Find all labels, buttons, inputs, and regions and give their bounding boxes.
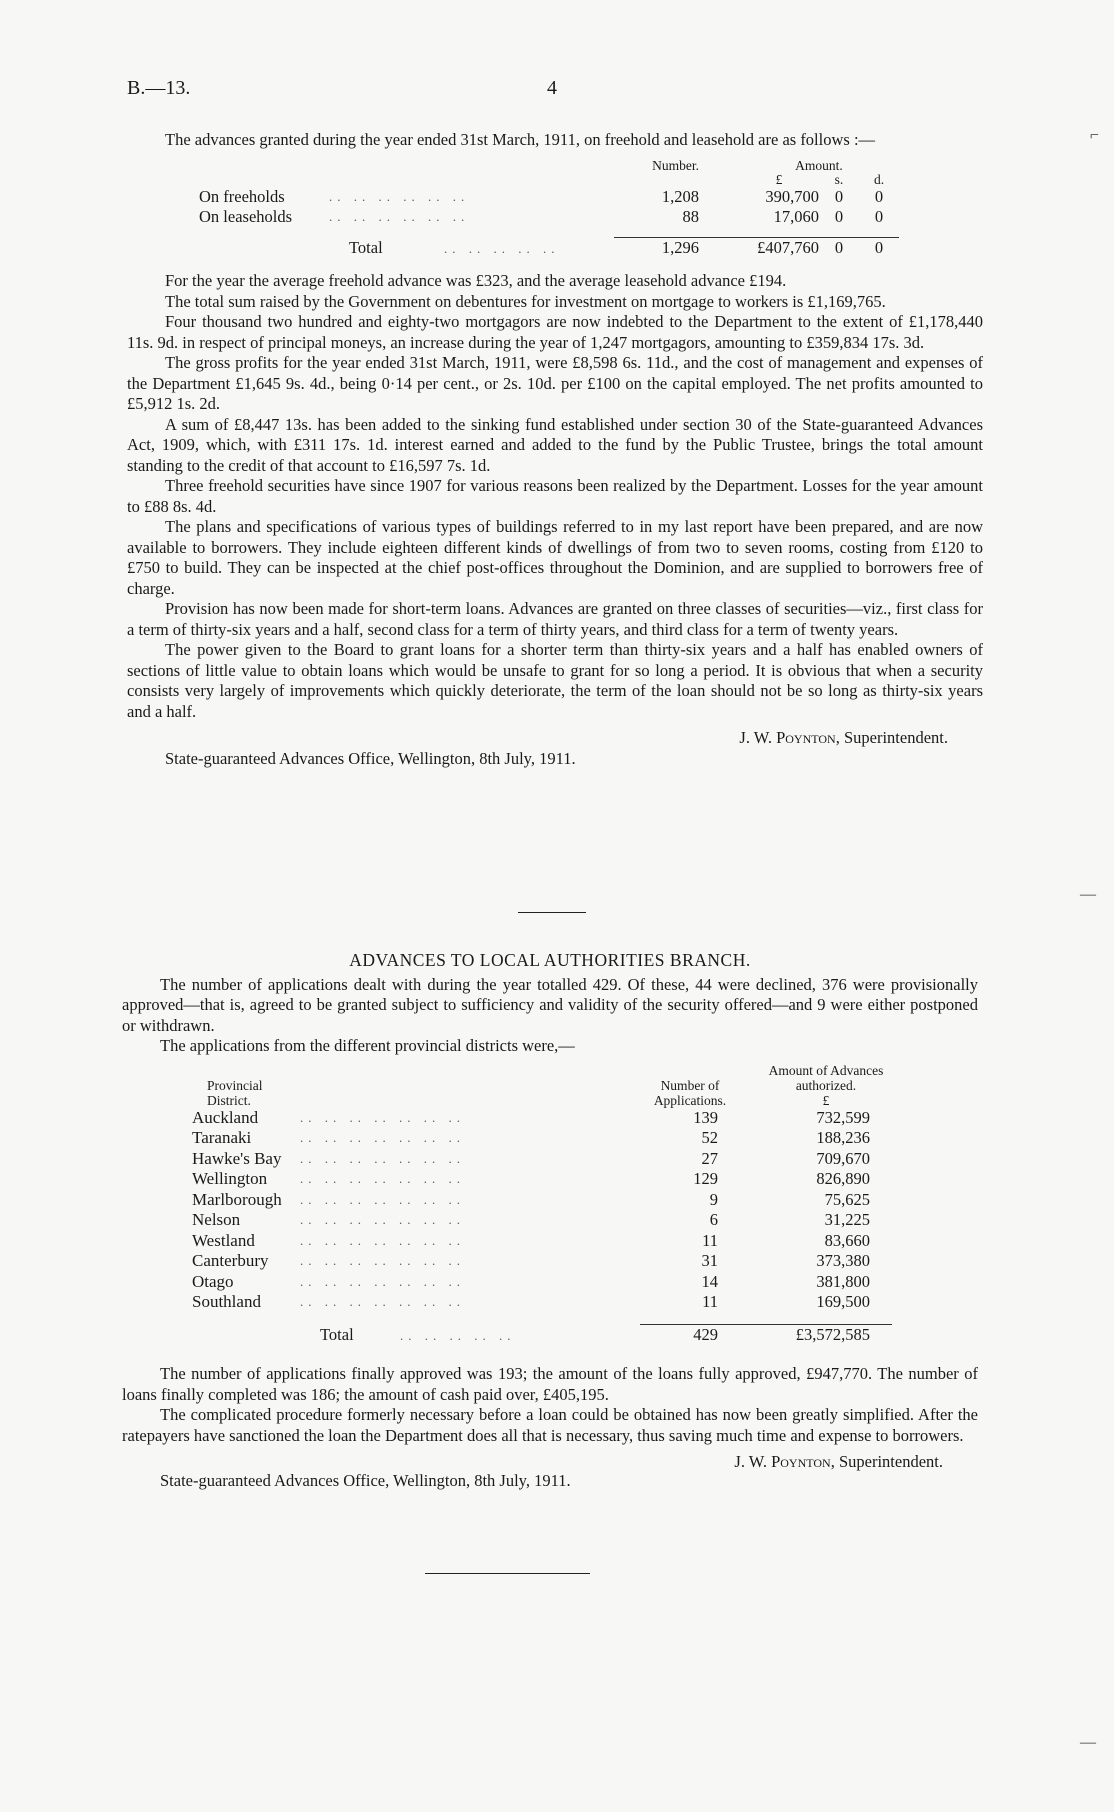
leader-dots: .. .. .. .. .. .. .. [300,1212,465,1227]
leader-dots: .. .. .. .. .. .. .. [300,1130,465,1145]
row-label: On leaseholds [199,207,293,226]
row-label: On freeholds [199,186,285,206]
end-rule [425,1573,590,1574]
table-row [192,1231,892,1252]
table-row [192,1251,892,1272]
page-number: 4 [547,77,557,99]
table-row [199,187,899,208]
signature [122,1452,978,1473]
dateline: State-guaranteed Advances Office, Wellington, 8th July, 1911. [160,1470,571,1490]
row-pounds: 17,060 [773,207,819,226]
advance-amount: 381,800 [816,1271,870,1291]
advance-amount: 188,236 [816,1128,870,1147]
section-heading: ADVANCES TO LOCAL AUTHORITIES BRANCH. [349,950,751,970]
body-paragraph: The number of applications finally approved was 193; the amount of the loans fully approved, £947,770. The number of loans finally completed was 186; the amount of cash paid over, £405,195. [122,1364,978,1404]
total-amount: £3,572,585 [740,1325,892,1347]
col-amount: Amount. [795,157,843,173]
row-pounds: 390,700 [765,186,819,206]
body-paragraph: The plans and specifications of various types of buildings referred to in my last report have been prepared, and are now available to borrowers. They include eighteen different kinds of dwellings of from two to seven rooms, costing from £120 to £750 to build. They can be inspected at the chief post-offices throughout the Dominion, and are supplied to borrowers free of charge. [127,517,983,598]
row-pence: 0 [874,186,884,206]
leader-dots: .. .. .. .. .. .. .. [300,1273,465,1289]
body-paragraph: The applications from the different provincial districts were,— [160,1036,575,1055]
body-paragraph: Four thousand two hundred and eighty-two mortgagors are now indebted to the Department to the extent of £1,178,440 11s. 9d. in respect of principal moneys, an increase during the year of 1,247 mortgagors, amounting to £359,834 17s. 3d. [127,312,983,352]
local-authorities-section [122,950,978,1491]
col-applications: Number of Applications. [653,1077,727,1108]
district-name: Hawke's Bay [192,1148,282,1168]
row-shillings: 0 [834,186,844,206]
col-pence: d. [873,171,885,187]
col-shillings: s. [834,171,844,187]
leader-dots: .. .. .. .. .. .. .. [300,1253,465,1268]
applications-count: 139 [693,1107,718,1127]
col-pounds: £ [775,171,783,187]
applications-count: 52 [701,1128,718,1147]
row-shillings: 0 [834,207,844,226]
advance-amount: 373,380 [816,1251,870,1270]
margin-mark: — [1080,886,1096,903]
district-name: Westland [192,1230,255,1250]
table-row [192,1210,892,1231]
dateline: State-guaranteed Advances Office, Wellington, 8th July, 1911. [165,748,576,768]
advance-amount: 83,660 [824,1230,870,1250]
table-row [192,1108,892,1129]
guaranteed-advances-section [127,130,983,769]
leader-dots: .. .. .. .. .. .. .. [300,1150,465,1166]
col-number: Number. [652,157,699,173]
applications-count: 129 [693,1169,718,1188]
total-pounds: £407,760 [699,238,819,260]
signature-name: J. W. Poynton, [739,728,840,747]
district-name: Southland [192,1292,261,1311]
leader-dots: .. .. .. .. .. .. .. [300,1232,465,1248]
district-name: Taranaki [192,1128,252,1147]
body-paragraph: The gross profits for the year ended 31st March, 1911, were £8,598 6s. 11d., and the cost of management and expenses of the Department £1,645 9s. 4d., being 0·14 per cent., or 2s. 10d. per £100 on the capital employed. The net profits amounted to £5,912 1s. 2d. [127,353,983,413]
advance-amount: 732,599 [816,1107,870,1127]
applications-count: 11 [702,1292,718,1311]
col-amount-unit: £ [822,1092,830,1108]
applications-count: 14 [701,1271,718,1291]
body-paragraph: Provision has now been made for short-term loans. Advances are granted on three classes of securities—viz., first class for a term of thirty-six years and a half, second class for a term of thirty years, and third class for a term of twenty years. [127,599,983,639]
leader-dots: .. .. .. .. .. .. .. [300,1191,465,1207]
intro-paragraph: The advances granted during the year ended 31st March, 1911, on freehold and leasehold are as follows :— [165,130,876,149]
district-name: Auckland [192,1107,259,1127]
body-paragraph: The number of applications dealt with during the year totalled 429. Of these, 44 were declined, 376 were provisionally approved—that is, agreed to be granted subject to sufficiency and validity of the security offered—and 9 were either postponed or withdrawn. [122,974,978,1035]
body-paragraph: Three freehold securities have since 1907 for various reasons been realized by the Department. Losses for the year amount to £88 8s. 4d. [127,476,983,516]
district-name: Marlborough [192,1189,282,1209]
advance-amount: 75,625 [824,1189,870,1209]
total-number: 1,296 [614,238,699,260]
table-row [192,1190,892,1211]
applications-count: 31 [701,1251,718,1270]
table-row [192,1149,892,1170]
col-amount: Amount of Advances authorized. [768,1062,884,1093]
table-row [199,207,899,228]
table-total-row [199,238,899,260]
provincial-table-header [192,1063,892,1108]
leader-dots: .. .. .. .. .. .. .. [300,1109,465,1125]
report-reference: B.—13. [127,77,191,99]
advances-table-subheader [199,173,899,187]
district-name: Otago [192,1271,234,1291]
leader-dots: .. .. .. .. .. [400,1327,516,1343]
district-name: Wellington [192,1169,268,1188]
total-shillings: 0 [819,238,859,260]
advances-table [199,159,899,260]
applications-count: 6 [709,1210,718,1229]
table-total-row [192,1325,892,1347]
advance-amount: 709,670 [816,1148,870,1168]
row-pence: 0 [874,207,884,226]
col-district: Provincial District. [207,1077,263,1108]
applications-count: 11 [702,1230,718,1250]
provincial-table [192,1063,892,1347]
advances-table-header [199,159,899,173]
leader-dots: .. .. .. .. .. [444,240,560,256]
table-row [192,1292,892,1313]
advance-amount: 826,890 [816,1169,870,1188]
applications-count: 9 [709,1189,718,1209]
total-label: Total [320,1324,354,1344]
margin-mark: — [1080,1734,1096,1751]
advance-amount: 31,225 [824,1210,870,1229]
leader-dots: .. .. .. .. .. .. [329,188,470,204]
leader-dots: .. .. .. .. .. .. [329,209,470,224]
district-name: Canterbury [192,1251,269,1270]
leader-dots: .. .. .. .. .. .. .. [300,1171,465,1186]
table-row [192,1169,892,1190]
body-paragraph: The power given to the Board to grant loans for a shorter term than thirty-six years and a half has enabled owners of sections of little value to obtain loans which would be unsafe to grant for so long a period. It is obvious that when a security consists very largely of improvements which quickly deteriorate, the term of the loan should not be so long as thirty-six years and a half. [127,640,983,721]
total-label: Total [349,237,383,257]
section-divider [518,912,586,913]
body-paragraph: The total sum raised by the Government on debentures for investment on mortgage to workers is £1,169,765. [165,291,886,311]
table-row [192,1272,892,1293]
signature-title: Superintendent. [838,1452,943,1471]
applications-count: 27 [701,1148,718,1168]
margin-mark: ⌐ [1090,127,1100,144]
district-name: Nelson [192,1210,241,1229]
page-header [127,78,947,104]
body-paragraph: For the year the average freehold advance was £323, and the average leasehold advance £194. [165,271,787,290]
total-applications: 429 [640,1325,740,1347]
body-paragraph: A sum of £8,447 13s. has been added to the sinking fund established under section 30 of the State-guaranteed Advances Act, 1909, which, with £311 17s. 1d. interest earned and added to the fund by the Public Trustee, brings the total amount standing to the credit of that account to £16,597 7s. 1d. [127,414,983,475]
signature-title: Superintendent. [843,728,948,747]
signature-name: J. W. Poynton, [734,1452,835,1471]
row-number: 1,208 [661,186,699,206]
total-pence: 0 [859,238,899,260]
advance-amount: 169,500 [816,1292,870,1311]
table-row [192,1128,892,1149]
signature [127,728,983,749]
row-number: 88 [682,207,699,226]
body-paragraph: The complicated procedure formerly necessary before a loan could be obtained has now been greatly simplified. After the ratepayers have sanctioned the loan the Department does all that is necessary, thus saving much time and expense to borrowers. [122,1405,978,1445]
leader-dots: .. .. .. .. .. .. .. [300,1294,465,1309]
